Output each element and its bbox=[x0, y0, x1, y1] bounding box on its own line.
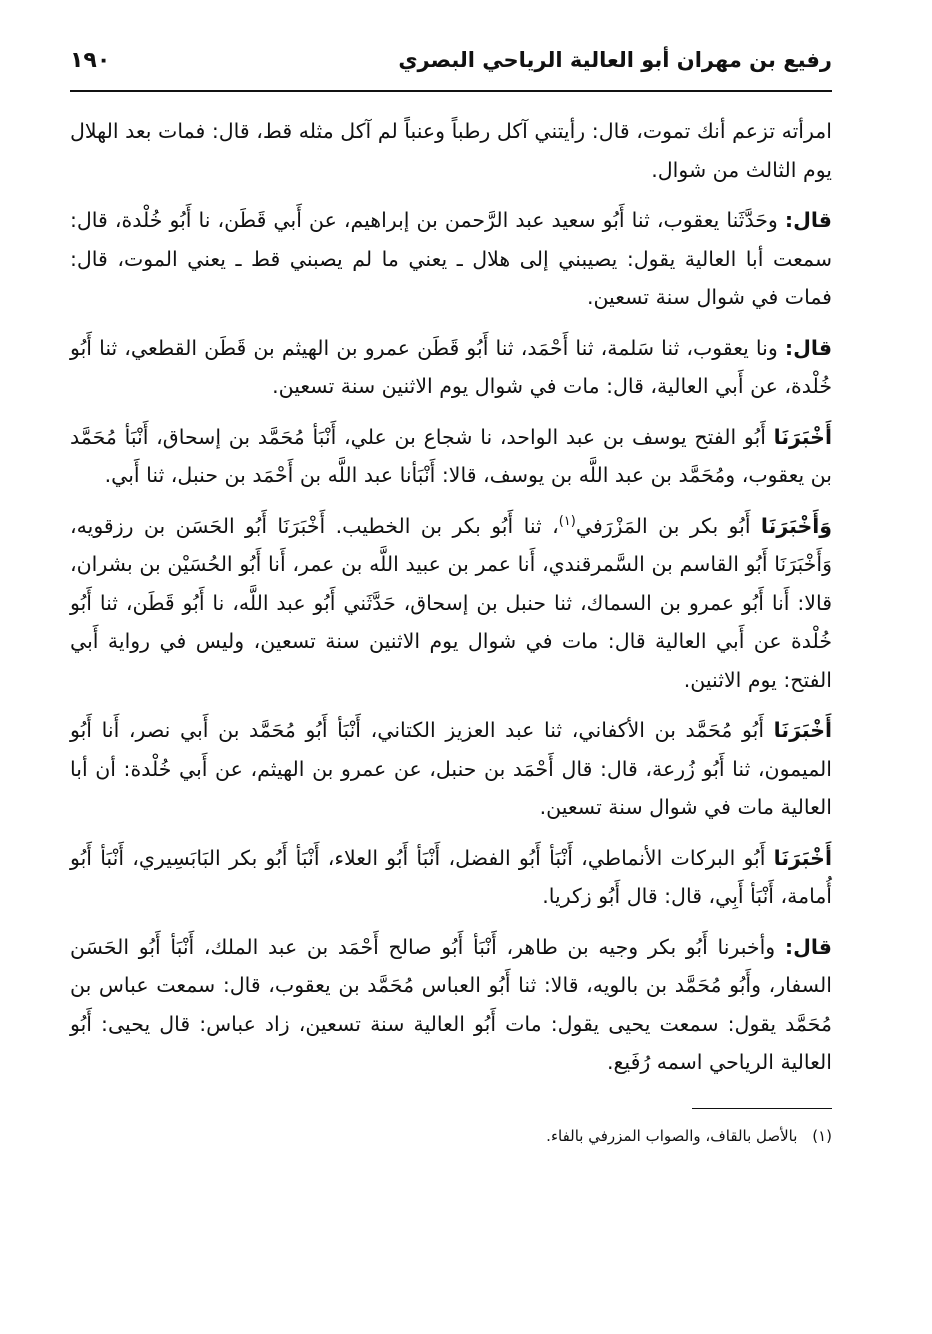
paragraph-text: أَبُو مُحَمَّد بن الأكفاني، ثنا عبد العزيز الكتاني، أَنْبَأ أَبُو مُحَمَّد بن أَبي نصر، أَنا أَبُو الميمون، ثنا أَبُو زُرعة، قال: قال أَحْمَد بن حنبل، عن عمرو بن الهيثم، عن أَبي خُلْدة: أن أبا العالية مات في شوال سنة تسعين. bbox=[70, 718, 832, 819]
paragraph bbox=[70, 201, 832, 317]
paragraph-lead: أَخْبَرَنَا bbox=[773, 424, 832, 449]
document-page bbox=[70, 48, 832, 1149]
paragraph-lead: وَأَخْبَرَنَا bbox=[760, 513, 832, 538]
paragraph-text: امرأته تزعم أنك تموت، قال: رأيتني آكل رطباً وعنباً لم آكل مثله قط، قال: فمات بعد الهلال يوم الثالث من شوال. bbox=[70, 119, 832, 182]
paragraph-text: وحَدَّثَنا يعقوب، ثنا أَبُو سعيد عبد الرَّحمن بن إبراهيم، عن أَبي قَطَن، نا أَبُو خُلْدة، قال: سمعت أبا العالية يقول: يصيبني إلى هلال ـ يعني ما لم يصبني قط ـ يعني الموت، قال: فمات في شوال سنة تسعين. bbox=[70, 208, 832, 309]
paragraph bbox=[70, 711, 832, 827]
paragraph-text: أَبُو الفتح يوسف بن عبد الواحد، نا شجاع بن علي، أَنْبَأ مُحَمَّد بن إسحاق، أَنْبَأ مُحَمَّد بن يعقوب، ومُحَمَّد بن عبد اللَّه بن يوسف، قالا: أَنْبَأنا عبد اللَّه بن أَحْمَد بن حنبل، ثنا أَبي. bbox=[70, 424, 832, 487]
footnote-reference[interactable]: (١) bbox=[558, 513, 576, 529]
paragraph-lead: قال: bbox=[784, 934, 832, 959]
paragraph bbox=[70, 329, 832, 406]
page-header bbox=[70, 48, 832, 88]
paragraph-text: ونا يعقوب، ثنا سَلمة، ثنا أَحْمَد، ثنا أَبُو قَطَن عمرو بن الهيثم بن قَطَن القطعي، ثنا أَبُو خُلْدة، عن أَبي العالية، قال: مات في شوال يوم الاثنين سنة تسعين. bbox=[70, 335, 832, 398]
paragraph-text-continued: ، ثنا أَبُو بكر بن الخطيب. أَخْبَرَنَا أَبُو الحَسَن بن رزقويه، وَأَخْبَرَنَا أَبُو القاسم بن السَّمرقندي، أَنا عمر بن عبيد اللَّه بن عمر، أَنا أَبُو الحُسَيْن بن بشران، قالا: أَنا أَبُو عمرو بن السماك، ثنا حنبل بن إسحاق، حَدَّثَني أَبُو عبد اللَّه، نا أَبُو قَطَن، ثنا أَبُو خُلْدة عن أَبي العالية قال: مات في شوال يوم الاثنين سنة تسعين، وليس في رواية أَبي الفتح: يوم الاثنين. bbox=[70, 513, 832, 692]
paragraph bbox=[70, 112, 832, 189]
paragraph-lead: أَخْبَرَنَا bbox=[773, 845, 832, 870]
paragraph-lead: أَخْبَرَنَا bbox=[773, 718, 832, 742]
paragraph bbox=[70, 928, 832, 1082]
main-text bbox=[70, 112, 832, 1082]
paragraph bbox=[70, 839, 832, 916]
paragraph bbox=[70, 418, 832, 495]
footnote-separator bbox=[692, 1108, 832, 1109]
paragraph-lead: قال: bbox=[784, 208, 832, 232]
paragraph-text: أَبُو بكر بن المَزْرَفي bbox=[575, 513, 751, 538]
paragraph-lead: قال: bbox=[784, 335, 832, 360]
header-rule bbox=[70, 90, 832, 92]
footnote bbox=[70, 1123, 832, 1149]
paragraph bbox=[70, 507, 832, 700]
paragraph-text: وأخبرنا أَبُو بكر وجيه بن طاهر، أَنْبَأ أَبُو صالح أَحْمَد بن عبد الملك، أَنْبَأ أَبُو الحَسَن السفار، وأَبُو مُحَمَّد بن بالويه، قالا: ثنا أَبُو العباس مُحَمَّد بن يعقوب، قال: سمعت عباس بن مُحَمَّد يقول: سمعت يحيى يقول: مات أَبُو العالية سنة تسعين، زاد عباس: قال يحيى: أَبُو العالية الرياحي اسمه رُفَيع. bbox=[70, 934, 832, 1074]
footnote-marker: (١) bbox=[812, 1126, 832, 1145]
footnote-text: بالأصل بالقاف، والصواب المزرفي بالفاء. bbox=[546, 1126, 798, 1145]
running-title: رفيع بن مهران أبو العالية الرياحي البصري bbox=[398, 48, 832, 72]
page-number: ١٩٠ bbox=[70, 48, 111, 73]
paragraph-text: أَبُو البركات الأنماطي، أَنْبَأ أَبُو الفضل، أَنْبَأ أَبُو العلاء، أَنْبَأ أَبُو بكر البَابَسِيري، أَنْبَأ أَبُو أُمامة، أَنْبَأ أَبِي، قال: قال أَبُو زكريا. bbox=[70, 845, 832, 908]
